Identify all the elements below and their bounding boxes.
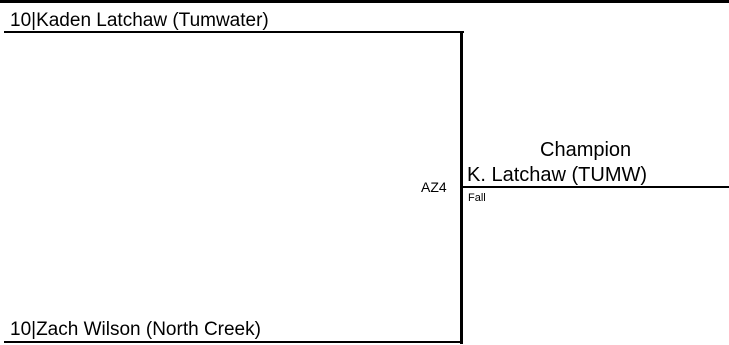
champion-name: K. Latchaw (TUMW) <box>467 164 648 186</box>
top-entrant-line <box>4 31 464 33</box>
champion-heading: Champion <box>540 139 632 161</box>
result-label: Fall <box>468 192 486 204</box>
bout-number: AZ4 <box>421 179 447 195</box>
bottom-entrant-line <box>4 341 463 343</box>
top-entrant-label: 10|Kaden Latchaw (Tumwater) <box>10 10 269 31</box>
bottom-entrant-label: 10|Zach Wilson (North Creek) <box>10 319 261 340</box>
champion-line <box>460 186 729 188</box>
top-border-line <box>0 0 729 3</box>
